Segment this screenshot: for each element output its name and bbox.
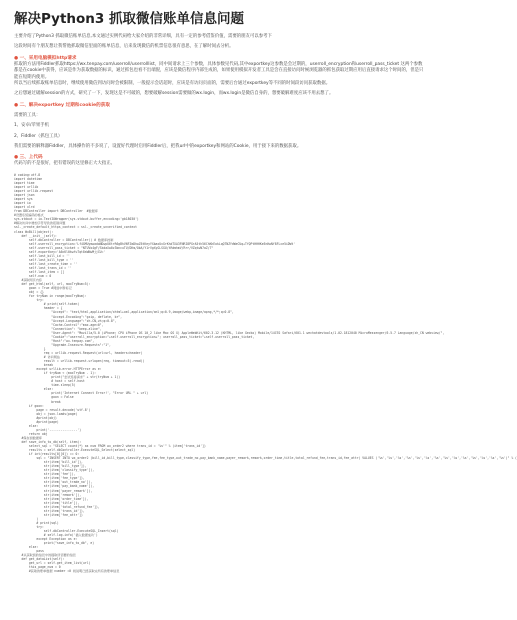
list-item-1: 1、安卓/苹果手机 bbox=[14, 123, 50, 129]
code-line: sql = "INSERT INTO wx_order2 (bill_id,bill_type,classify_type,fee,fee_type,out_trade_no,pay_bank_name,payer_remark,remark,order_time,title,total_refund_fee,trans_id,fee_attr) VALUES ('%s','%s','%s','%s','%s','%s','%s','%s','%s','%s','%s','%s','%s','%s')" % ( bbox=[14, 456, 517, 461]
code-line: sys.stdout = io.TextIOWrapper(sys.stdout.buffer,encoding='gb18030') bbox=[14, 217, 139, 222]
code-line: self.last_trans_id = '' bbox=[14, 265, 72, 270]
code-line: import datetime bbox=[14, 176, 42, 181]
code-line: # print(self.token) bbox=[14, 302, 80, 307]
code-line: try: bbox=[14, 298, 44, 303]
section-heading-2-text: 二、解决exportkey 过期和cookie的获取 bbox=[19, 102, 110, 108]
code-line: pass bbox=[14, 549, 44, 554]
code-line: "Host":"wx.tenpay.com", bbox=[14, 338, 95, 343]
code-line: # print(sql) bbox=[14, 520, 59, 525]
code-line: str(item['remark']), bbox=[14, 492, 82, 497]
paragraph-5: 代码写的不是很好，把有错误的这里修正大大指正。 bbox=[14, 161, 115, 167]
code-line: print("尝试连接请求" + str(tryNum + 1)) bbox=[14, 375, 121, 380]
code-line: class WxBill(object): bbox=[14, 229, 54, 234]
code-line: select_sql = "SELECT count(*) as num FROM wx_order2 where trans_id = '%s'" % (item['trans_id']) bbox=[14, 444, 206, 449]
code-line: "Cookie":"userroll_encryption="+self.userroll_encryption+"; userroll_pass_ticket="+self.userroll_pass_ticket, bbox=[14, 334, 255, 339]
section-heading-1-text: 一、采用电脑模拟http请求 bbox=[19, 55, 77, 61]
code-line: ) bbox=[14, 516, 39, 521]
code-line: "Upgrade-Insecure-Requests":"1", bbox=[14, 342, 111, 347]
section-heading-1 bbox=[14, 55, 426, 62]
code-line: self.userroll_pass_ticket = "NTUVo4gF/SkdaXw0z3bncuTU/DKm/ObA/Y1rVgXyGLSGU/tRdmhmV/Rrr/VZqtwN7aZ/7" bbox=[14, 245, 214, 250]
code-line: except urllib.error.HTTPError as e: bbox=[14, 367, 102, 372]
code-line: # 访问网站 bbox=[14, 354, 60, 359]
code-line: print('---------------') bbox=[14, 427, 82, 432]
article-title: 解决Python3 抓取微信账单信息问题 bbox=[14, 11, 244, 27]
code-line: # coding:utf-8 bbox=[14, 172, 41, 177]
code-line: #解决访问中增加字符导致的报错问题 bbox=[14, 221, 66, 226]
code-line: import io bbox=[14, 201, 31, 206]
code-line: self.last_bill_type = '' bbox=[14, 257, 74, 262]
paragraph-2: 之后想通过破解session的方式，研究了一下，发现这是不可破的，想要破解session需要做的wx.login，而wx.login是微信自身的，想要破解难度应该不用去想了。 bbox=[14, 91, 334, 97]
code-line: import sys bbox=[14, 197, 33, 202]
paragraph-1: 抓取的方法用Fiddler抓取https://wx.tenpay.com/userroll/userrolllist，同中间请求上三个参数，具体参数见代码,其中exportkey这参数是会过期的，userroll_encryption和userroll_pass_ticket 这两个参数都是在cookie中获得，应该是作为获取数据的标识，通过抓包也看不出端倪，应该是微信程序内部生成的，如果使用模拟开发者工具是会在直接访问时候浏览器的抓包获取过期应用后直接请求这个时间的，但是只能在短期内使用。 bbox=[14, 61, 424, 80]
code-line: def save_info_to_db(self, item): bbox=[14, 439, 82, 444]
code-line: if tryNum < (maxTryNum - 1): bbox=[14, 371, 96, 376]
code-line: str(item['fee_attr']) bbox=[14, 512, 83, 517]
bullet-icon: ● bbox=[14, 155, 20, 161]
code-line: str(item['bill_type']), bbox=[14, 464, 87, 469]
code-line: from DBController import DBController #数据库 bbox=[14, 209, 98, 214]
code-line: get_url = self.get_item_list(url) bbox=[14, 561, 91, 566]
code-line: self.last_bill_id = '' bbox=[14, 253, 70, 258]
bullet-icon: ● bbox=[14, 102, 20, 108]
paragraph-3: 需要的工具： bbox=[14, 112, 41, 118]
code-line: #获取的账单数据 number =0 则说明已经获取完所有的账单信息 bbox=[14, 569, 120, 574]
code-line: import json bbox=[14, 193, 35, 198]
code-line: self.last_create_time = '' bbox=[14, 261, 78, 266]
bullet-icon: ● bbox=[14, 55, 20, 61]
code-line: obj = json.loads(page) bbox=[14, 411, 78, 416]
paragraph-4: 我们需要的解释器Fiddler，具体操作的不多说了，设置好代理时启用Fiddler后，把我url中的exportkey和网站的Cookie，用于接下来的数据获取。 bbox=[14, 144, 302, 150]
code-line: if goon: bbox=[14, 403, 44, 408]
code-line: def get_dataList(self): bbox=[14, 557, 65, 562]
code-line: print("save_info_to_db", e) bbox=[14, 541, 95, 546]
code-line: str(item['trans_id']), bbox=[14, 508, 85, 513]
code-line: #从获取到的信息中的提取所需要的信息 bbox=[14, 553, 76, 558]
list-item-2: 2、Fiddler（抓包工具） bbox=[14, 133, 63, 139]
code-line: #获取网页内容 bbox=[14, 278, 42, 283]
code-line: for tryNum in range(maxTryNum): bbox=[14, 294, 87, 299]
code-line: def __init__(self): bbox=[14, 233, 57, 238]
code-line: goon = True #网络中断标记 bbox=[14, 286, 72, 291]
code-line: str(item['fee']), bbox=[14, 472, 76, 477]
code-line: "Accept": "text/html,application/xhtml+xml,application/xml;q=0.9,image/webp,image/apng,*/*;q=0.8", bbox=[14, 310, 234, 315]
code-line: self.last_item = [] bbox=[14, 270, 65, 274]
code-line: #保存到数据库 bbox=[14, 435, 42, 440]
code-line: self.dbController = DBController() # 数据库控制 bbox=[14, 237, 114, 242]
code-line: obj = {} bbox=[14, 290, 44, 295]
code-line: import urllib bbox=[14, 185, 39, 190]
code-line: } bbox=[14, 346, 46, 351]
code-block bbox=[14, 172, 517, 574]
code-line: str(item['order_time']), bbox=[14, 496, 89, 501]
code-line: import time bbox=[14, 180, 35, 185]
code-line: # self.log.info('插入数据成功') bbox=[14, 533, 98, 538]
code-line: "Cache-Control":"max-age=0", bbox=[14, 322, 104, 327]
code-line: import xlrd bbox=[14, 205, 35, 210]
code-line: print('Internet Connect Error!', "Error URL " + url) bbox=[14, 391, 149, 396]
code-line: else: bbox=[14, 423, 39, 428]
code-line: break bbox=[14, 399, 61, 404]
section-heading-3-text: 三、上代码 bbox=[19, 155, 43, 161]
code-line: time.sleep(5) bbox=[14, 383, 76, 388]
code-line: "Accept-Encoding":"gzip, deflate, br", bbox=[14, 314, 123, 319]
code-line: self.userroll_encryption='Lf4GMUymwadoNDwpU6trR6gBhVNFZmDhwZ6tKeyYXbaxUvGrKhdTXA3FNRI8PGrA5th56ChKhEokLqQTNZYdWeCUq+TfQPtHHHKeEnHwNf8FLce5iDWt' bbox=[14, 241, 296, 246]
code-line: def get_html(self, url, maxTryNum=5): bbox=[14, 282, 91, 287]
code-line: str(item['fee_type']), bbox=[14, 476, 85, 481]
code-line: str(item['bill_id']), bbox=[14, 460, 83, 465]
code-line: import urllib.request bbox=[14, 189, 54, 194]
code-line: if int(results[0][0]) == 0: bbox=[14, 452, 80, 457]
code-line: str(item['classify_type']), bbox=[14, 468, 95, 473]
code-line: "Connection": "keep-alive", bbox=[14, 326, 102, 331]
code-line: str(item['title']), bbox=[14, 500, 80, 505]
code-line: # host = self.host bbox=[14, 379, 85, 384]
code-line: return obj bbox=[14, 431, 48, 436]
code-line: self.num = 0 bbox=[14, 274, 52, 279]
code-line: str(item['total_refund_fee']), bbox=[14, 504, 100, 509]
code-line: "User-Agent": "Mozilla/5.0 (iPhone; CPU iPhone OS 10_2 like Mac OS X) AppleWebKit/602.3.12 (KHTML, like Gecko) Mobile/14C92 Safari/601.1 wechatdevtools/1.02.1812040 MicroMessenger/6.5.7 Language/zh_CN webview/", bbox=[14, 330, 445, 335]
article-intro-2: 这段时间有个朋友想让我帮他抓取微信里面的账单信息，后来发现微信的机票信息很有意思，在了解时间去分析。 bbox=[14, 44, 234, 50]
code-line: str(item['pay_bank_name']), bbox=[14, 484, 95, 489]
code-line: ssl._create_default_https_context = ssl._create_unverified_context bbox=[14, 225, 137, 230]
code-line: #print(obj) bbox=[14, 415, 57, 420]
code-line: except Exception as e: bbox=[14, 537, 78, 542]
code-line: else: bbox=[14, 545, 39, 550]
code-line: this_page_num = 0 bbox=[14, 565, 61, 570]
code-line: self.dbController.ExecuteSQL_Insert(sql) bbox=[14, 529, 119, 533]
code-line: try: bbox=[14, 524, 44, 529]
paragraph-1b: 所以当后续抓取账单信息时，继续使用微信到访问时会被限制，一般提示会话超时，应该是有访问页面的，需要后台通过exportkey等不同的时间段访问获取数据。 bbox=[14, 81, 331, 87]
code-line: #设置系统编码的格式 bbox=[14, 213, 44, 218]
code-line: result = urllib.request.urlopen(req, timeout=5).read() bbox=[14, 359, 145, 364]
code-line: page = result.decode('utf-8') bbox=[14, 407, 91, 412]
code-line: self.exportkey='A6cKl0kwfuTqt8sWNwMjjCU=' bbox=[14, 249, 106, 254]
article-intro: 主要介绍了Python3 抓取微信账单信息,本文通过实例代码给大家介绍的非常详细，具有一定的参考借鉴价值，需要的朋友可以参考下 bbox=[14, 34, 272, 39]
code-line: goon = False bbox=[14, 395, 74, 400]
code-line: #print(page) bbox=[14, 419, 59, 424]
code-line: else: bbox=[14, 387, 54, 392]
code-line: "Accept-Language":"zh-CN,zh;q=0.8", bbox=[14, 318, 117, 323]
section-heading-2 bbox=[14, 102, 426, 109]
code-line: req = urllib.request.Request(url=url, headers=header) bbox=[14, 350, 143, 355]
code-line: break bbox=[14, 363, 54, 368]
code-line: header = { bbox=[14, 306, 63, 311]
code-line: str(item['payer_remark']), bbox=[14, 488, 93, 493]
code-line: results = self.dbController.ExecuteSQL_Select(select_sql) bbox=[14, 448, 136, 453]
code-line: str(item['out_trade_no']), bbox=[14, 480, 93, 485]
